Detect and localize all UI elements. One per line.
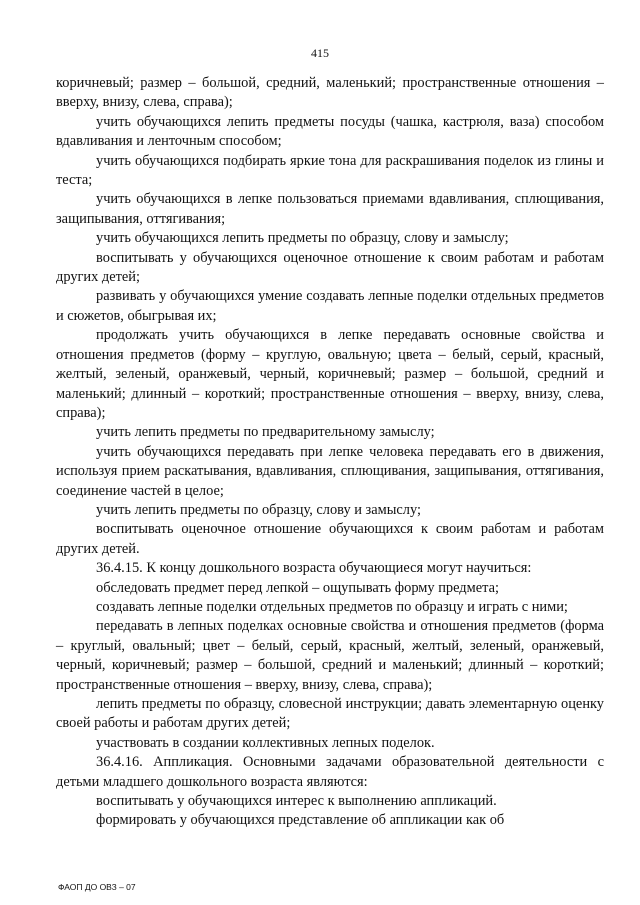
- paragraph: учить обучающихся передавать при лепке человека передавать его в движения, используя прием раскатывания, вдавливания, сплющивания, защипывания, оттягивания, соединение частей в целое;: [56, 443, 604, 499]
- paragraph: развивать у обучающихся умение создавать лепные поделки отдельных предметов и сюжетов, обыгрывая их;: [56, 288, 604, 324]
- paragraph: создавать лепные поделки отдельных предметов по образцу и играть с ними;: [96, 598, 568, 615]
- paragraph: учить лепить предметы по образцу, слову и замыслу;: [96, 501, 421, 518]
- paragraph: воспитывать у обучающихся оценочное отношение к своим работам и работам других детей;: [56, 249, 604, 286]
- paragraph: учить обучающихся лепить предметы по образцу, слову и замыслу;: [96, 230, 509, 247]
- paragraph: учить обучающихся лепить предметы посуды (чашка, кастрюля, ваза) способом вдавливания и ленточным способом;: [56, 113, 604, 150]
- paragraph: воспитывать у обучающихся интерес к выполнению аппликаций.: [96, 793, 497, 810]
- paragraph: лепить предметы по образцу, словесной инструкции; давать элементарную оценку своей работы и работам других детей;: [56, 696, 604, 732]
- paragraph: продолжать учить обучающихся в лепке передавать основные свойства и отношения предметов (форму – круглую, овальную; цвета – белый, серый, красный, желтый, зеленый, оранжевый, черный, коричневый; размер – большой, средний и маленький; длинный – короткий; пространственные отношения – вверху, внизу, слева, справа);: [56, 327, 604, 421]
- paragraph: учить обучающихся в лепке пользоваться приемами вдавливания, сплющивания, защипывания, оттягивания;: [56, 191, 604, 227]
- footer-label: ФАОП ДО ОВЗ – 07: [58, 882, 136, 892]
- section-heading: 36.4.15. К концу дошкольного возраста обучающиеся могут научиться:: [96, 560, 532, 577]
- paragraph: учить обучающихся подбирать яркие тона для раскрашивания поделок из глины и теста;: [56, 152, 604, 189]
- paragraph: передавать в лепных поделках основные свойства и отношения предметов (форма – круглый, овальный; цвет – белый, серый, красный, желтый, зеленый, оранжевый, черный, коричневый; размер – большой, средний и маленький; длинный – короткий; пространственные отношения – вверху, внизу, слева, справа);: [56, 618, 604, 693]
- paragraph: участвовать в создании коллективных лепных поделок.: [96, 734, 435, 751]
- paragraph: обследовать предмет перед лепкой – ощупывать форму предмета;: [96, 579, 499, 596]
- paragraph: коричневый; размер – большой, средний, маленький; пространственные отношения – вверху, внизу, слева, справа);: [56, 75, 604, 111]
- section-heading: 36.4.16. Аппликация. Основными задачами образовательной деятельности с детьми младшего дошкольного возраста являются:: [56, 754, 604, 790]
- paragraph: учить лепить предметы по предварительному замыслу;: [96, 424, 435, 441]
- page-number: 415: [311, 46, 329, 60]
- document-body: [56, 74, 604, 831]
- paragraph: формировать у обучающихся представление об аппликации как об: [96, 812, 505, 829]
- paragraph: воспитывать оценочное отношение обучающихся к своим работам и работам других детей.: [56, 521, 604, 557]
